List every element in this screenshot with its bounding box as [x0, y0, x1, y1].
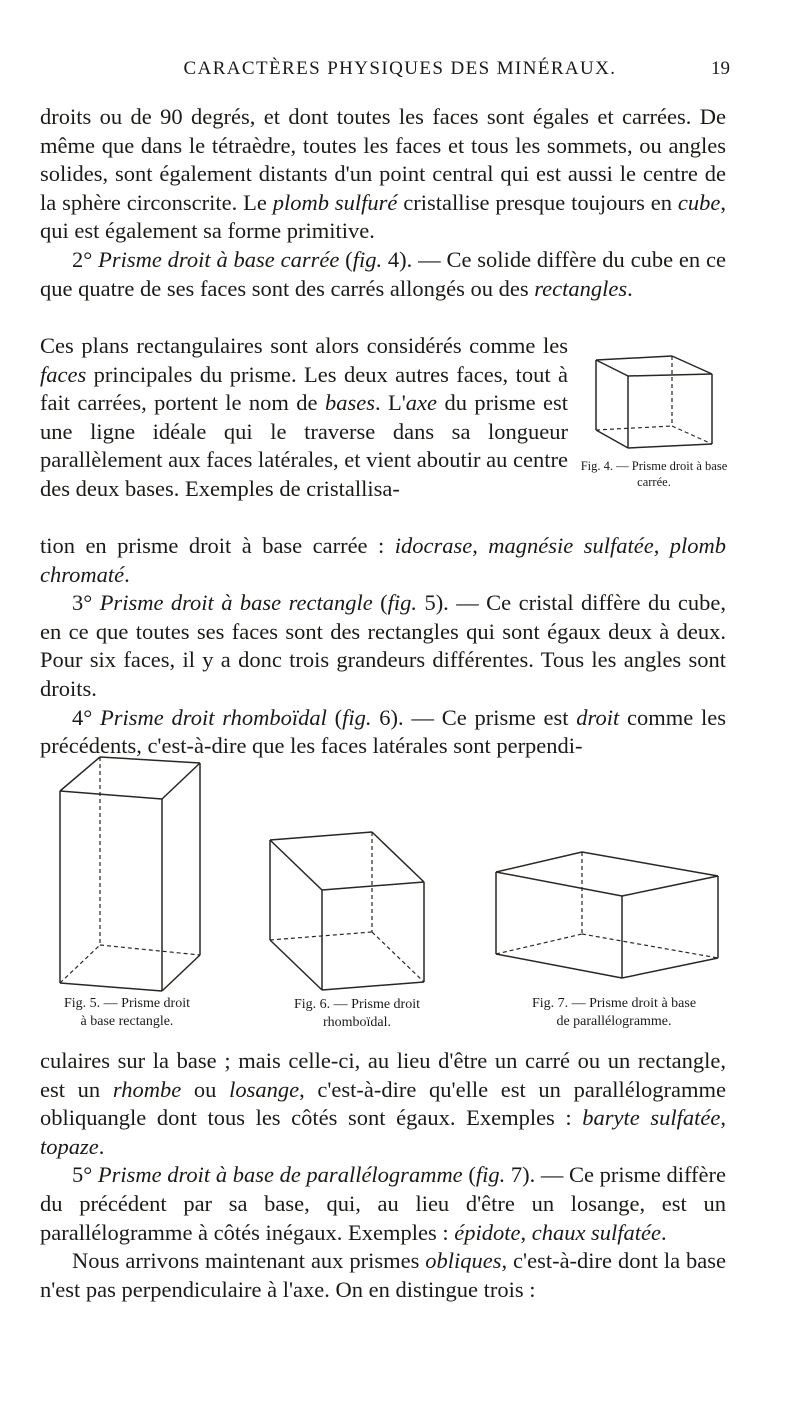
- text-run: principales du prisme. Les deux autres faces, tout à fait carrées, portent le nom de: [40, 361, 568, 416]
- text-run: (: [372, 590, 388, 616]
- italic-run: fig.: [352, 246, 383, 272]
- text-run: . L': [374, 390, 406, 416]
- italic-run: faces: [40, 361, 87, 387]
- text-run: du prisme est une ligne idéale qui le traverse dans sa longueur parallèlement aux faces latérales, et vient aboutir au centre des deux bases. Exemples de cristallisa-: [40, 390, 568, 501]
- text-block-3: [40, 532, 726, 761]
- figure-5-caption: [32, 995, 222, 1031]
- figure-6: [262, 830, 452, 1035]
- figure-5-caption-line-1: Fig. 5. — Prisme droit: [63, 996, 190, 1011]
- italic-run: bases: [324, 390, 375, 416]
- text-run: , qui est également sa forme primitive.: [40, 189, 726, 244]
- italic-run: plomb sulfuré: [272, 189, 398, 215]
- text-run: 4°: [72, 704, 101, 730]
- prism-rhomboidal-drawing: [262, 830, 452, 1000]
- figure-6-caption: [252, 996, 462, 1032]
- italic-run: plomb chromaté: [40, 533, 727, 587]
- italic-run: rectangles: [534, 275, 628, 301]
- italic-run: fig.: [475, 1162, 506, 1188]
- figure-7-caption-line-2: de parallélogramme.: [556, 1014, 672, 1029]
- italic-run: Prisme droit à base carrée: [98, 246, 340, 272]
- italic-run: obliques: [425, 1248, 502, 1274]
- italic-run: axe: [405, 390, 438, 416]
- italic-run: cube: [677, 189, 721, 215]
- text-run: ,: [653, 533, 670, 558]
- paragraph-prisme-parallelogramme: [40, 1161, 726, 1247]
- text-run: cristallise presque toujours en: [397, 189, 678, 215]
- text-run: .: [627, 275, 633, 301]
- italic-run: Prisme droit à base de parallélogramme: [97, 1162, 463, 1188]
- text-run: 3°: [72, 590, 100, 616]
- italic-run: magnésie sulfatée: [488, 533, 654, 558]
- figure-5-caption-line-2: à base rectangle.: [80, 1014, 174, 1029]
- paragraph-prisme-rhomboidal: [40, 704, 726, 761]
- italic-run: épidote: [454, 1219, 521, 1245]
- text-run: Nous arrivons maintenant aux prismes: [72, 1248, 426, 1274]
- italic-run: fig.: [342, 704, 372, 730]
- text-run: 5°: [72, 1162, 98, 1188]
- text-run: comme les précédents, c'est-à-dire que les faces latérales sont perpendi-: [40, 704, 726, 759]
- prism-rectangle-base-drawing: [50, 755, 240, 995]
- text-run: Ces plans rectangulaires sont alors considérés comme les: [40, 333, 568, 358]
- figure-7-caption: [492, 995, 736, 1031]
- italic-run: fig.: [387, 590, 418, 616]
- figure-6-caption-line-2: rhomboïdal.: [322, 1015, 392, 1030]
- text-block-4: [40, 1047, 726, 1304]
- figure-4-caption: Fig. 4. — Prisme droit à base carrée.: [580, 459, 728, 489]
- paragraph-prisme-rectangle: [40, 589, 726, 703]
- paragraph-rhombe: [40, 1047, 726, 1161]
- text-run: ,: [472, 533, 489, 558]
- figure-7-caption-line-1: Fig. 7. — Prisme droit à base: [531, 996, 697, 1011]
- paragraph-exemples-carre: [40, 532, 726, 589]
- prism-square-base-drawing: [588, 338, 720, 458]
- text-run: 5). — Ce cristal diffère du cube, en ce que toutes ses faces sont des rectangles qui sont égaux deux à deux. Pour six faces, il y a donc trois grandeurs différentes. Tous les angles sont droits.: [40, 590, 727, 701]
- text-run: .: [661, 1219, 667, 1245]
- italic-run: losange: [229, 1076, 300, 1102]
- text-run: (: [326, 704, 343, 730]
- page-number: 19: [711, 58, 730, 79]
- text-block-2: [40, 332, 568, 504]
- text-run: 6). — Ce prisme est: [371, 704, 577, 730]
- italic-run: droit: [576, 704, 620, 730]
- figure-7: [492, 850, 732, 1035]
- text-run: 2°: [72, 246, 99, 272]
- text-block-1: [40, 103, 726, 303]
- italic-run: idocrase: [394, 533, 473, 558]
- figure-6-caption-line-1: Fig. 6. — Prisme droit: [293, 997, 420, 1012]
- text-run: ,: [520, 1219, 532, 1245]
- text-run: (: [462, 1162, 476, 1188]
- page-header: [40, 58, 760, 88]
- text-run: ,: [720, 1105, 726, 1131]
- paragraph-prismes-obliques: [40, 1247, 726, 1304]
- running-title: CARACTÈRES PHYSIQUES DES MINÉRAUX.: [183, 58, 617, 79]
- paragraph-faces-bases: [40, 332, 568, 504]
- italic-run: baryte sulfatée: [582, 1105, 721, 1131]
- text-run: tion en prisme droit à base carrée :: [40, 533, 395, 558]
- paragraph-cube-end: [40, 103, 726, 246]
- figure-4: [580, 338, 728, 518]
- text-run: ou: [181, 1076, 230, 1102]
- text-run: droits ou de 90 degrés, et dont toutes les faces sont égales et carrées. De même que dans le tétraèdre, toutes les faces et tous les sommets, ou angles solides, sont également distants d'un point central qui est aussi le centre de la sphère circonscrite. Le: [40, 104, 726, 215]
- text-run: 4). — Ce solide diffère du cube en ce que quatre de ses faces sont des carrés allongés ou des: [40, 246, 726, 301]
- text-run: , c'est-à-dire dont la base n'est pas perpendiculaire à l'axe. On en distingue trois :: [40, 1248, 726, 1302]
- text-run: .: [98, 1133, 105, 1159]
- prism-parallelogram-base-drawing: [492, 850, 732, 990]
- text-run: , c'est-à-dire qu'elle est un parallélogramme obliquangle dont tous les côtés sont égaux. Exemples :: [40, 1076, 727, 1131]
- text-run: .: [124, 561, 130, 587]
- italic-run: Prisme droit rhomboïdal: [100, 704, 327, 730]
- italic-run: chaux sulfatée: [531, 1219, 662, 1245]
- italic-run: rhombe: [112, 1076, 182, 1102]
- italic-run: Prisme droit à base rectangle: [99, 590, 373, 616]
- paragraph-prisme-carre: [40, 246, 726, 303]
- italic-run: topaze: [40, 1133, 99, 1159]
- text-run: 7). — Ce prisme diffère du précédent par sa base, qui, au lieu d'être un losange, est un parallélogramme à côtés inégaux. Exemples :: [40, 1162, 726, 1245]
- text-run: culaires sur la base ; mais celle-ci, au lieu d'être un carré ou un rectangle, est un: [40, 1048, 726, 1102]
- figure-5: [50, 755, 240, 1035]
- text-run: (: [339, 246, 353, 272]
